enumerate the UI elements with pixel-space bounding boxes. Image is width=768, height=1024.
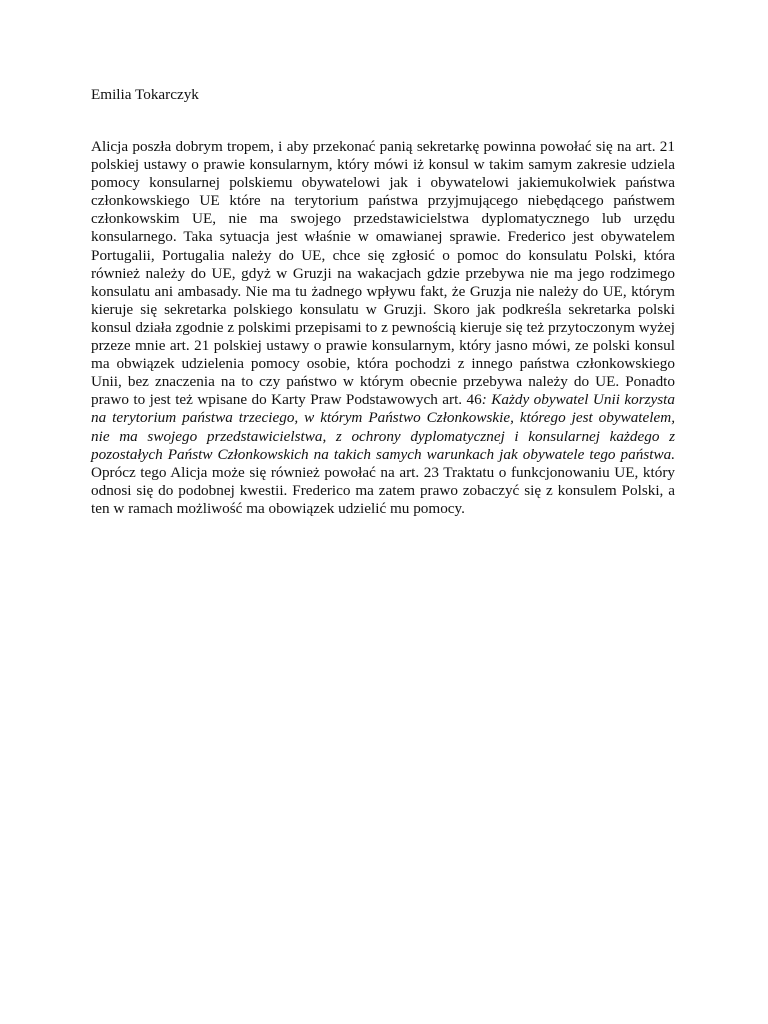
charter-quote: : Każdy obywatel Unii korzysta na terytorium państwa trzeciego, w którym Państwo Członkowskie, którego jest obywatelem, nie ma swojego przedstawicielstwa, z ochrony dyplomatycznej i konsularnej każdego z pozostałych Państw Członkowskich na takich samych warunkach jak obywatele tego państwa. [91, 391, 675, 463]
author-name: Emilia Tokarczyk [91, 86, 199, 103]
paragraph-text-part1: Alicja poszła dobrym tropem, i aby przekonać panią sekretarkę powinna powołać się na art. 21 polskiej ustawy o prawie konsularnym, który mówi iż konsul w takim samym zakresie udziela pomocy konsularnej polskiemu obywatelowi jak i obywatelowi jakiemukolwiek państwa członkowskiego UE które na terytorium państwa przyjmującego niebędącego państwem członkowskim UE, nie ma swojego przedstawicielstwa dyplomatycznego lub urzędu konsularnego. Taka sytuacja jest właśnie w omawianej sprawie. Frederico jest obywatelem Portugalii, Portugalia należy do UE, chce się zgłosić o pomoc do konsulatu Polski, która również należy do UE, gdyż w Gruzji na wakacjach gdzie przebywa nie ma jego rodzimego konsulatu ani ambasady. Nie ma tu żadnego wpływu fakt, że Gruzja nie należy do UE, którym kieruje się sekretarka polskiego konsulatu w Gruzji. Skoro jak podkreśla sekretarka polski konsul działa zgodnie z polskimi przepisami to z pewnością kieruje się też przytoczonym wyżej przeze mnie art. 21 polskiej ustawy o prawie konsularnym, który jasno mówi, ze polski konsul ma obwiązek udzielenia pomocy osobie, która pochodzi z innego państwa członkowskiego Unii, bez znaczenia na to czy państwo w którym obecnie przebywa należy do UE. Ponadto prawo to jest też wpisane do Karty Praw Podstawowych art. 46 [91, 138, 675, 409]
body-paragraph [91, 138, 675, 518]
paragraph-text-part2: Oprócz tego Alicja może się również powołać na art. 23 Traktatu o funkcjonowaniu UE, który odnosi się do podobnej kwestii. Frederico ma zatem prawo zobaczyć się z konsulem Polski, a ten w ramach możliwość ma obowiązek udzielić mu pomocy. [91, 463, 675, 517]
